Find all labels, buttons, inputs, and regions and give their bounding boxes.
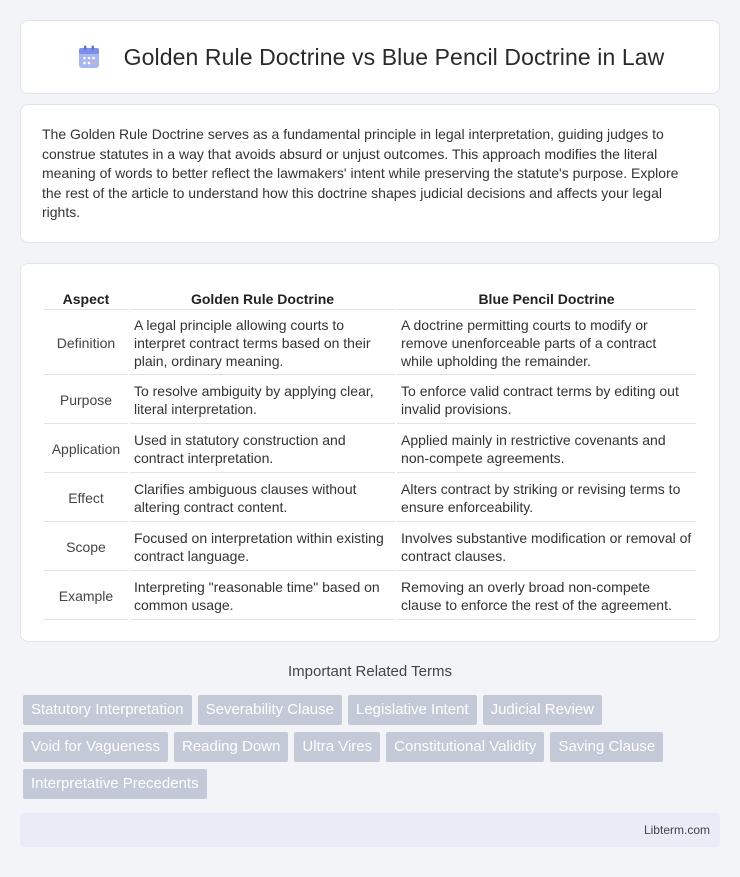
golden-cell: Interpreting "reasonable time" based on common usage. [130,573,395,620]
page-title: Golden Rule Doctrine vs Blue Pencil Doctrine in Law [123,43,665,70]
aspect-cell: Example [44,573,128,620]
header-card [20,20,720,94]
blue-cell: Removing an overly broad non-compete clause to enforce the rest of the agreement. [397,573,696,620]
golden-cell: Used in statutory construction and contract interpretation. [130,426,395,473]
document-icon [76,44,102,70]
intro-card [20,104,720,243]
table-header-row [44,288,696,310]
tag-legislative-intent[interactable]: Legislative Intent [348,695,477,725]
golden-cell: Focused on interpretation within existing contract language. [130,524,395,571]
tag-judicial-review[interactable]: Judicial Review [483,695,602,725]
footer-brand-link[interactable]: Libterm.com [643,823,710,837]
related-terms-title: Important Related Terms [288,663,452,680]
footer [20,813,720,847]
table-row [44,573,696,620]
tag-reading-down[interactable]: Reading Down [174,732,288,762]
blue-cell: To enforce valid contract terms by editing out invalid provisions. [397,377,696,424]
tag-saving-clause[interactable]: Saving Clause [550,732,663,762]
header-aspect: Aspect [44,288,128,310]
tag-ultra-vires[interactable]: Ultra Vires [294,732,380,762]
aspect-cell: Application [44,426,128,473]
tag-interpretative-precedents[interactable]: Interpretative Precedents [23,769,207,799]
tag-void-for-vagueness[interactable]: Void for Vagueness [23,732,168,762]
aspect-cell: Scope [44,524,128,571]
aspect-cell: Purpose [44,377,128,424]
intro-paragraph: The Golden Rule Doctrine serves as a fundamental principle in legal interpretation, guiding judges to construe statutes in a way that avoids absurd or unjust outcomes. This approach modifies the literal meaning of words to better reflect the lawmakers' intent while preserving the statute's purpose. Explore the rest of the article to understand how this doctrine shapes judicial decisions and affects your legal rights. [42,126,679,221]
comparison-table-card [20,263,720,642]
table-row [44,312,696,375]
comparison-table [42,286,698,622]
table-row [44,426,696,473]
related-terms-tags [23,695,723,799]
golden-cell: A legal principle allowing courts to interpret contract terms based on their plain, ordinary meaning. [130,312,395,375]
header-golden-rule: Golden Rule Doctrine [130,288,395,310]
blue-cell: Applied mainly in restrictive covenants and non-compete agreements. [397,426,696,473]
table-row [44,377,696,424]
blue-cell: Involves substantive modification or removal of contract clauses. [397,524,696,571]
header-blue-pencil: Blue Pencil Doctrine [397,288,696,310]
blue-cell: A doctrine permitting courts to modify or remove unenforceable parts of a contract while upholding the remainder. [397,312,696,375]
tag-severability-clause[interactable]: Severability Clause [198,695,342,725]
tag-constitutional-validity[interactable]: Constitutional Validity [386,732,544,762]
tag-statutory-interpretation[interactable]: Statutory Interpretation [23,695,192,725]
golden-cell: Clarifies ambiguous clauses without altering contract content. [130,475,395,522]
aspect-cell: Effect [44,475,128,522]
table-row [44,524,696,571]
aspect-cell: Definition [44,312,128,375]
golden-cell: To resolve ambiguity by applying clear, literal interpretation. [130,377,395,424]
table-row [44,475,696,522]
blue-cell: Alters contract by striking or revising terms to ensure enforceability. [397,475,696,522]
